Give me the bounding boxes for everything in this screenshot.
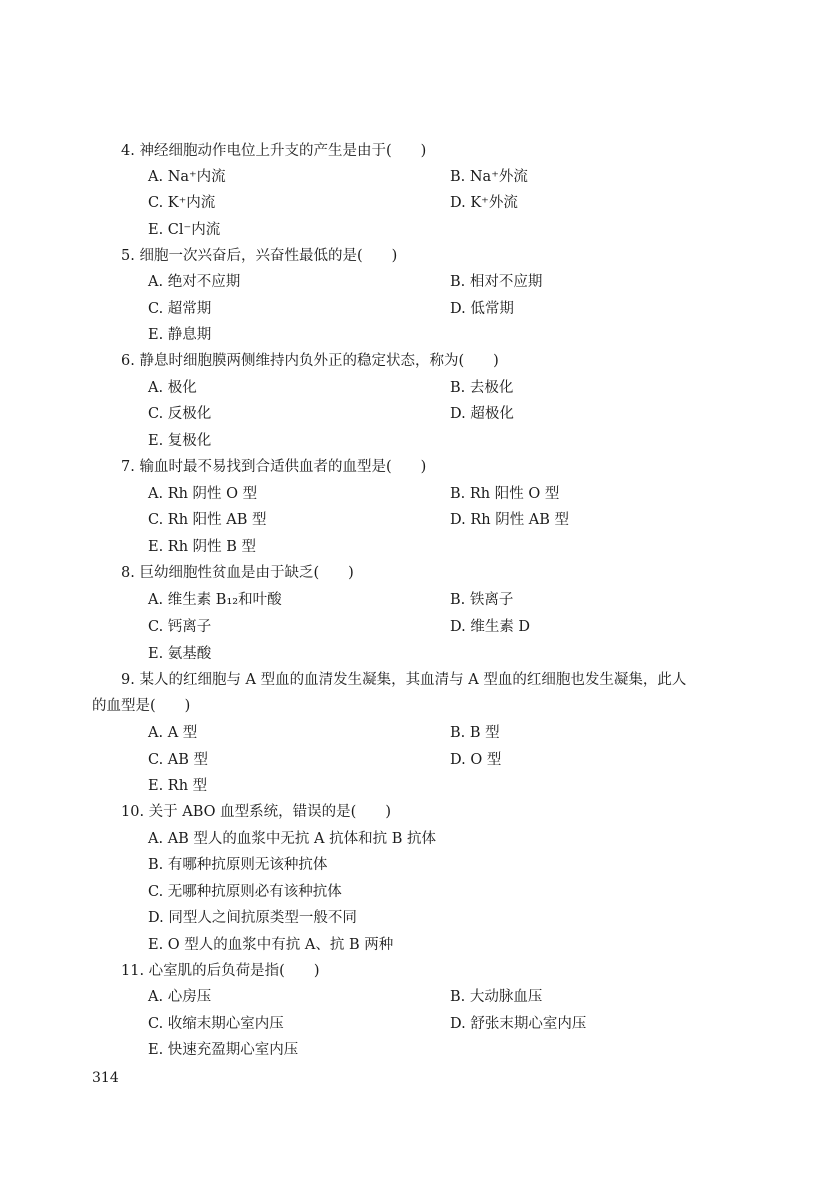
option: C. 反极化 (148, 406, 212, 422)
option: E. O 型人的血浆中有抗 A、抗 B 两种 (148, 937, 394, 953)
option: A. 极化 (148, 380, 197, 396)
option: B. Na⁺外流 (450, 169, 528, 185)
option: A. AB 型人的血浆中无抗 A 抗体和抗 B 抗体 (148, 831, 436, 847)
option: E. 复极化 (148, 433, 212, 449)
option: B. 相对不应期 (450, 274, 543, 290)
option: C. Rh 阳性 AB 型 (148, 512, 267, 528)
option: D. 低常期 (450, 301, 514, 317)
option: D. 维生素 D (450, 619, 531, 635)
question-stem: 6. 静息时细胞膜两侧维持内负外正的稳定状态，称为( ) (121, 353, 499, 369)
option: B. 有哪种抗原则无该种抗体 (148, 857, 328, 873)
question-stem: 4. 神经细胞动作电位上升支的产生是由于( ) (121, 143, 427, 159)
option: D. Rh 阴性 AB 型 (450, 512, 570, 528)
option: B. Rh 阳性 O 型 (450, 486, 560, 502)
option: C. K⁺内流 (148, 195, 216, 211)
option: D. O 型 (450, 752, 502, 768)
option: C. 钙离子 (148, 619, 212, 635)
page-number: 314 (92, 1070, 119, 1086)
option: A. 心房压 (148, 989, 212, 1005)
option: B. B 型 (450, 725, 500, 741)
option: D. 同型人之间抗原类型一般不同 (148, 910, 357, 926)
option: B. 铁离子 (450, 592, 514, 608)
question-stem: 10. 关于 ABO 血型系统，错误的是( ) (121, 804, 391, 820)
option: E. Cl⁻内流 (148, 222, 221, 238)
option: B. 去极化 (450, 380, 514, 396)
question-stem: 9. 某人的红细胞与 A 型血的血清发生凝集，其血清与 A 型血的红细胞也发生凝集，此人 (121, 672, 687, 688)
question-stem-continued: 的血型是( ) (92, 698, 191, 714)
option: C. AB 型 (148, 752, 209, 768)
option: A. 绝对不应期 (148, 274, 241, 290)
option: C. 无哪种抗原则必有该种抗体 (148, 884, 342, 900)
option: E. Rh 型 (148, 778, 208, 794)
option: E. 快速充盈期心室内压 (148, 1042, 299, 1058)
option: B. 大动脉血压 (450, 989, 543, 1005)
option: C. 超常期 (148, 301, 212, 317)
option: D. K⁺外流 (450, 195, 518, 211)
option: A. Rh 阴性 O 型 (148, 486, 258, 502)
question-stem: 5. 细胞一次兴奋后，兴奋性最低的是( ) (121, 248, 398, 264)
option: E. Rh 阴性 B 型 (148, 539, 257, 555)
option: D. 舒张末期心室内压 (450, 1016, 587, 1032)
option: C. 收缩末期心室内压 (148, 1016, 284, 1032)
question-stem: 8. 巨幼细胞性贫血是由于缺乏( ) (121, 565, 354, 581)
option: D. 超极化 (450, 406, 514, 422)
option: A. 维生素 B₁₂和叶酸 (148, 592, 282, 608)
option: E. 氨基酸 (148, 646, 212, 662)
question-stem: 11. 心室肌的后负荷是指( ) (121, 963, 320, 979)
question-stem: 7. 输血时最不易找到合适供血者的血型是( ) (121, 459, 427, 475)
option: E. 静息期 (148, 327, 212, 343)
option: A. Na⁺内流 (148, 169, 226, 185)
option: A. A 型 (148, 725, 198, 741)
